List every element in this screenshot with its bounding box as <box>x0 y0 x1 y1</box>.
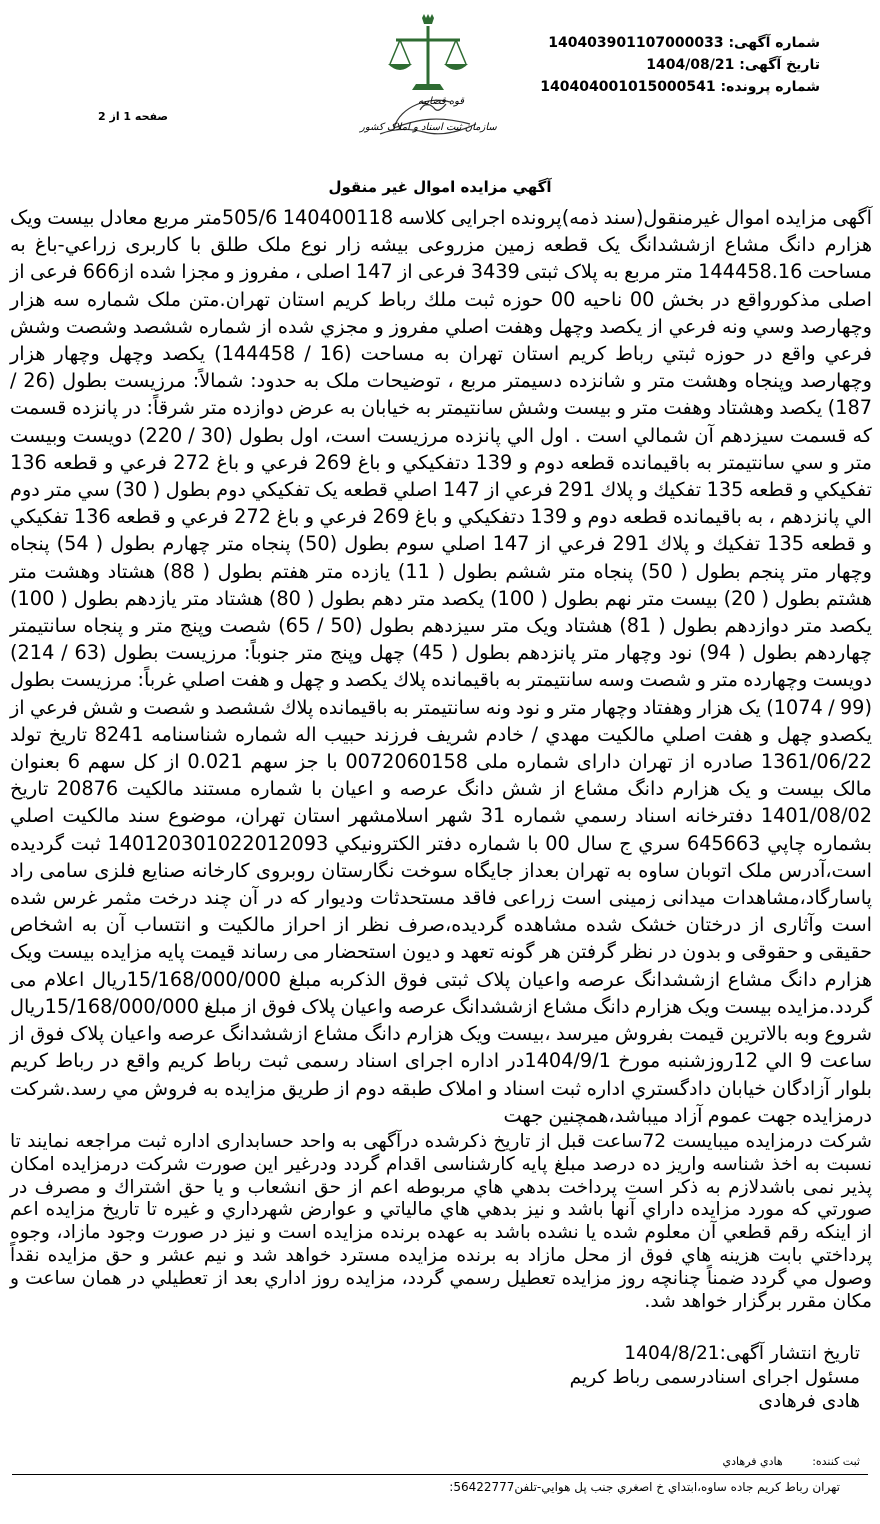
signatory-title: مسئول اجرای اسنادرسمی رباط کریم <box>569 1367 860 1388</box>
page-indicator: صفحه 1 از 2 <box>98 110 169 123</box>
signature-block <box>570 1342 860 1414</box>
notice-date-row <box>540 54 820 76</box>
case-number-value: 140404001015000541 <box>540 79 716 95</box>
footer-divider <box>12 1474 868 1475</box>
notice-date-label: تاریخ آگهی: <box>739 57 820 73</box>
notice-body-main: آگهی مزایده اموال غیرمنقول(سند ذمه)پرونده اجرایی کلاسه 140400118 505/6متر مربع معادل بیست ویک هزارم دانگ مشاع ازششدانگ یک قطعه زمین مزروعی بیشه زار نوع ملک طلق با کاربری زراعي-باغ به مساحت 144458.16 متر مربع به پلاک ثبتی 3439 فرعی از 147 اصلی ، مفروز و مجزا شده از666 فرعی از اصلی مذکورواقع در بخش 00 ناحیه 00 حوزه ثبت ملك رباط كريم استان تهران.متن ملک شماره سه هزار وچهارصد وسي ونه فرعي از يكصد وچهل وهفت اصلي مفروز و مجزي شده از شماره ششصد وشصت وشش فرعي واقع در حوزه ثبتي رباط كريم استان تهران به مساحت (16 / 144458) يكصد وچهل وچهار هزار وچهارصد وپنجاه وهشت متر و شانزده دسيمتر مربع ، توضیحات ملک به حدود: شمالاً: مرزيست بطول (26 / 187) يكصد وهشتاد وهفت متر و بيست وشش سانتيمتر به خيابان به عرض دوازده متر شرقاً: در پانزده قسمت كه قسمت سيزدهم آن شمالي است . اول الي پانزده مرزيست است، اول بطول (30 / 220) دويست وبيست متر و سي سانتيمتر به باقيمانده قطعه دوم و 139 دتفكيكي و باغ 269 فرعي و باغ 272 فرعي و قطعه 136 تفكيكي و قطعه 135 تفكيك و پلاك 291 فرعي از 147 اصلي قطعه يک تفكيكي دوم بطول ( 30) سي متر دوم الي پانزدهم ، به باقيمانده قطعه دوم و 139 دتفكيكي و باغ 269 فرعي و باغ 272 فرعي و قطعه 136 تفكيكي و قطعه 135 تفكيك و پلاك 291 فرعي از 147 اصلي سوم بطول (50) پنجاه متر چهارم بطول ( 54) پنجاه وچهار متر پنجم بطول ( 50) پنجاه متر ششم بطول ( 11) يازده متر هفتم بطول ( 88) هشتاد وهشت متر هشتم بطول ( 20) بيست متر نهم بطول ( 100) يكصد متر دهم بطول ( 80) هشتاد متر يازدهم بطول ( 100) يكصد متر دوازدهم بطول ( 81) هشتاد ويک متر سيزدهم بطول (50 / 65) شصت وپنج متر و پنجاه سانتيمتر چهاردهم بطول ( 94) نود وچهار متر پانزدهم بطول ( 45) چهل وپنج متر جنوباً: مرزيست بطول (63 / 214) دويست وچهارده متر و شصت وسه سانتيمتر به باقيمانده پلاك يكصد و چهل و هفت اصلي غرباً: مرزيست بطول (99 / 1074) يک هزار وهفتاد وچهار متر و نود ونه سانتيمتر به باقيمانده پلاك ششصد و شصت و شش فرعي از يكصدو چهل و هفت اصلي مالكيت مهدي / خادم شريف فرزند حبيب اله شماره شناسنامه 8241 تاريخ تولد 1361/06/22 صادره از تهران دارای شماره ملی 0072060158 با جز سهم 0.021 از کل سهم 6 بعنوان مالک بیست و یک هزارم دانگ مشاع از شش دانگ عرصه و اعیان با شماره مستند مالکیت 20876 تاريخ 1401/08/02 دفترخانه اسناد رسمي شماره 31 شهر اسلامشهر استان تهران، موضوع سند مالكيت اصلي بشماره چاپي 645663 سري ج سال 00 با شماره دفتر الكترونيكي 140120301022012093 ثبت گرديده است،آدرس ملک اتوبان ساوه به تهران بعداز جايگاه سوخت نگارستان روبروی كارخانه صنايع فلزی سامی راد پاسارگاد،مشاهدات ميدانی زمينی است زراعی فاقد مستحدثات وديوار كه در آن چند درخت مثمر غرس شده است وآثاری از درختان خشک شده مشاهده گرديده،صرف نظر از احراز مالکيت و انتساب آن به اشخاص حقیقی و حقوقی و بدون در نظر گرفتن هر گونه تعهد و دیون استحضار می رساند قيمت پايه مزايده بیست ویک هزارم دانگ مشاع ازششدانگ عرصه واعيان پلاک ثبتی فوق الذکربه مبلغ 15/168/000/000ريال اعلام می گردد.مزایده بیست ویک هزارم دانگ مشاع ازششدانگ عرصه واعيان پلاک فوق از مبلغ 15/168/000/000ريال شروع وبه بالاترين قيمت بفروش ميرسد ،بیست ویک هزارم دانگ مشاع ازششدانگ عرصه واعيان پلاک فوق از ساعت 9 الي 12روزشنبه مورخ 1404/9/1در اداره اجرای اسناد رسمی ثبت رباط كريم واقع در رباط كريم بلوار آزادگان خيابان دادگستري اداره ثبت اسناد و املاک طبقه دوم از طريق مزايده به فروش مي رسد.شرکت درمزایده جهت عموم آزاد میباشد،همچنین جهت <box>10 206 873 1127</box>
registrar-label: ثبت كننده: <box>812 1455 860 1468</box>
registrar-line <box>723 1455 860 1468</box>
notice-body-terms: شرکت درمزایده میبایست 72ساعت قبل از تاریخ ذکرشده درآگهی به واحد حسابداری اداره ثبت مراجعه نمایند تا نسبت به اخذ شناسه واریز ده درصد مبلغ پایه کارشناسی اقدام گردد ودرغیر این صورت شرکت درمزایده امکان پذیر نمی باشدلازم به ذکر است پرداخت بدهي هاي مربوطه اعم از حق انشعاب و يا حق اشتراك و مصرف در صورتي كه مورد مزايده داراي آنها باشد و نيز بدهي هاي مالياتي و عوارض شهرداري و غيره تا تاريخ مزايده اعم از اينكه رقم قطعي آن معلوم شده يا نشده باشد به عهده برنده مزايده است و نيز در صورت وجود مازاد، وجوه پرداختي بابت هزينه هاي فوق از محل مازاد به برنده مزايده مسترد خواهد شد و نيم عشر و حق مزايده نقداً وصول مي گردد ضمناً چنانچه روز مزايده تعطيل رسمي گردد، مزايده روز اداري بعد از تعطيلي در همان ساعت و مكان مقرر برگزار خواهد شد. <box>10 1131 872 1312</box>
footer-address: تهران رباط كريم جاده ساوه،ابتداي خ اصغري جنب پل هوايي-تلفن56422777: <box>449 1480 840 1494</box>
emblem-caption-judiciary: قوه قضاییه <box>418 96 465 107</box>
notice-date-value: 1404/08/21 <box>646 57 735 73</box>
notice-meta <box>540 32 820 98</box>
notice-number-row <box>540 32 820 54</box>
case-number-label: شماره پرونده: <box>720 79 820 95</box>
publish-date: تاریخ انتشار آگهی:1404/8/21 <box>624 1343 860 1364</box>
signatory-name: هادی فرهادی <box>758 1391 860 1412</box>
emblem-caption-registration-org: سازمان ثبت اسناد و املاک کشور <box>360 122 497 133</box>
notice-title: آگهي مزايده اموال غير منقول <box>328 178 552 196</box>
notice-number-value: 140403901107000033 <box>548 35 724 51</box>
notice-number-label: شماره آگهی: <box>728 35 820 51</box>
case-number-row <box>540 76 820 98</box>
registrar-name: هادي فرهادي <box>722 1455 783 1468</box>
